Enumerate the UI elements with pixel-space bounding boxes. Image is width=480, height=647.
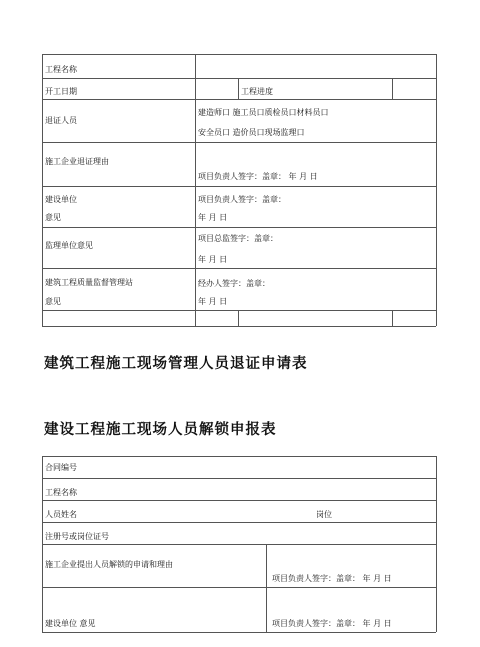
table-line [42, 632, 436, 633]
table-line [436, 456, 437, 632]
table-line [42, 186, 436, 187]
table-line [238, 310, 239, 326]
supervisor-signature-line: 项目总监签字：盖章： [198, 234, 278, 243]
owner-label-line-2: 意见 [45, 213, 61, 222]
quality-signature-line: 经办人签字：盖章： [198, 279, 270, 288]
supervisor-date-line: 年 月 日 [198, 255, 228, 264]
table-line [42, 522, 436, 523]
owner-date-line: 年 月 日 [198, 213, 228, 222]
owner-signature-line: 项目负责人签字：盖章： [198, 195, 286, 204]
contract-no-label: 合同编号 [45, 463, 77, 472]
reason-label: 施工企业退证理由 [45, 157, 109, 166]
cert-no-label: 注册号或岗位证号 [45, 532, 109, 541]
unlock-form-title: 建设工程施工现场人员解锁申报表 [44, 421, 277, 438]
roles-line-1: 建造师口 施工员口质检员口材料员口 [198, 108, 329, 117]
table-line [392, 78, 393, 99]
project-name-label-2: 工程名称 [45, 488, 77, 497]
table-line [42, 227, 436, 228]
table-line [42, 326, 436, 327]
table-line [42, 478, 436, 479]
table-line [195, 54, 196, 326]
table-line [42, 544, 436, 545]
table-line [42, 54, 436, 55]
owner-label-line-1: 建设单位 [45, 195, 77, 204]
roles-line-2: 安全员口 造价员口现场监理口 [198, 128, 305, 137]
supervisor-label: 监理单位意见 [45, 241, 93, 250]
pm-signature-line-3: 项目负责人签字：盖章： 年 月 日 [272, 619, 392, 628]
progress-label: 工程进度 [241, 87, 273, 96]
table-line [42, 99, 436, 100]
table-line [42, 587, 436, 588]
project-name-label: 工程名称 [45, 65, 77, 74]
quality-station-label-line-2: 意见 [45, 297, 61, 306]
table-line [42, 310, 436, 311]
table-line [42, 54, 43, 326]
person-name-label: 人员姓名 [45, 510, 77, 519]
withdraw-form-title: 建筑工程施工现场管理人员退证申请表 [44, 355, 308, 372]
post-label: 岗位 [316, 510, 332, 519]
table-line [266, 544, 267, 632]
pm-signature-line: 项目负责人签字：盖章： 年 月 日 [198, 172, 318, 181]
withdraw-person-label: 退证人员 [45, 116, 77, 125]
table-line [42, 500, 436, 501]
pm-signature-line-2: 项目负责人签字：盖章： 年 月 日 [272, 574, 392, 583]
table-line [42, 142, 436, 143]
table-line [42, 268, 436, 269]
quality-date-line: 年 月 日 [198, 297, 228, 306]
table-line [42, 456, 43, 632]
table-line [42, 456, 436, 457]
table-line [238, 78, 239, 99]
table-line [436, 54, 437, 326]
quality-station-label-line-1: 建筑工程质量监督管理站 [45, 278, 133, 287]
table-line [392, 310, 393, 326]
owner-opinion-label: 建设单位 意见 [45, 619, 96, 628]
start-date-label: 开工日期 [45, 87, 77, 96]
table-line [42, 78, 436, 79]
unlock-reason-label: 施工企业提出人员解锁的申请和理由 [45, 560, 173, 569]
